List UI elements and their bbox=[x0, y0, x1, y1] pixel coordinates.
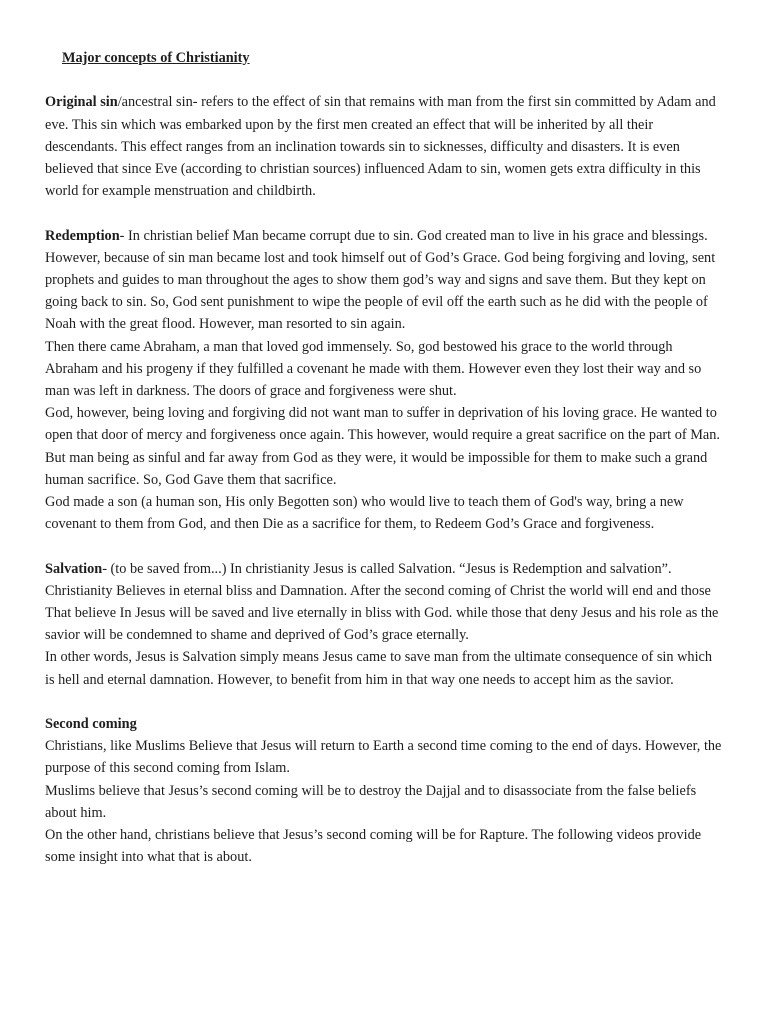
second-coming-paragraph-christians: Christians, like Muslims Believe that Jesus will return to Earth a second time coming to the end of days. However, the purpose of this second coming from Islam. bbox=[45, 738, 722, 777]
section-original-sin bbox=[45, 91, 725, 202]
redemption-paragraph-son: God made a son (a human son, His only Begotten son) who would live to teach them of God's way, bring a new covenant to them from God, and then Die as a sacrifice for them, to Redeem God’s Grace and forgiveness. bbox=[45, 494, 684, 533]
salvation-term: Salvation bbox=[45, 560, 103, 577]
redemption-paragraph-sacrifice: God, however, being loving and forgiving did not want man to suffer in deprivation of his loving grace. He wanted to open that door of mercy and forgiveness once again. This however, would require a great sacrifice on the part of Man. But man being as sinful and far away from God as they were, it would be impossible for them to make such a grand human sacrifice. So, God Gave them that sacrifice. bbox=[45, 405, 720, 488]
section-second-coming bbox=[45, 713, 725, 868]
redemption-paragraph bbox=[45, 225, 725, 336]
original-sin-text: /ancestral sin- refers to the effect of sin that remains with man from the first sin committed by Adam and eve. This sin which was embarked upon by the first men created an effect that will be inherited by all their descendants. This effect ranges from an inclination towards sin to sicknesses, difficulty and disasters. It is even believed that since Eve (according to christian sources) influenced Adam to sin, women gets extra difficulty in this world for example menstruation and childbirth. bbox=[45, 94, 716, 200]
redemption-text: - In christian belief Man became corrupt due to sin. God created man to live in his grace and blessings. However, because of sin man became lost and took himself out of God’s Grace. God being forgiving and loving, sent prophets and guides to man throughout the ages to show them god’s way and signs and save them. But they kept on going back to sin. So, God sent punishment to wipe the people of evil off the earth such as he did with the people of Noah with the great flood. However, man resorted to sin again. bbox=[45, 227, 716, 333]
second-coming-paragraph-rapture: On the other hand, christians believe that Jesus’s second coming will be for Rapture. The following videos provide some insight into what that is about. bbox=[45, 827, 702, 866]
original-sin-paragraph bbox=[45, 91, 725, 202]
redemption-term: Redemption bbox=[45, 227, 120, 244]
salvation-text: - (to be saved from...) In christianity Jesus is called Salvation. “Jesus is Redemption and salvation”. Christianity Believes in eternal bliss and Damnation. After the second coming of Christ the world will end and those That believe In Jesus will be saved and live eternally in bliss with God. while those that deny Jesus and his role as the savior will be condemned to shame and deprived of God’s grace eternally. bbox=[45, 560, 719, 644]
section-spacer bbox=[45, 535, 725, 557]
section-spacer bbox=[45, 202, 725, 224]
section-salvation bbox=[45, 558, 725, 691]
section-spacer bbox=[45, 691, 725, 713]
second-coming-heading: Second coming bbox=[45, 716, 137, 733]
redemption-paragraph-abraham: Then there came Abraham, a man that loved god immensely. So, god bestowed his grace to the world through Abraham and his progeny if they fulfilled a covenant he made with them. However even they lost their way and so man was left in darkness. The doors of grace and forgiveness were shut. bbox=[45, 338, 702, 400]
salvation-paragraph bbox=[45, 558, 725, 647]
second-coming-paragraph-muslims: Muslims believe that Jesus’s second coming will be to destroy the Dajjal and to disassociate from the false beliefs about him. bbox=[45, 782, 697, 821]
document-page bbox=[45, 47, 725, 868]
original-sin-term: Original sin bbox=[45, 94, 118, 111]
section-redemption bbox=[45, 225, 725, 536]
document-title: Major concepts of Christianity bbox=[62, 50, 250, 66]
salvation-paragraph-other-words: In other words, Jesus is Salvation simply means Jesus came to save man from the ultimate consequence of sin which is hell and eternal damnation. However, to benefit from him in that way one needs to accept him as the savior. bbox=[45, 649, 713, 688]
